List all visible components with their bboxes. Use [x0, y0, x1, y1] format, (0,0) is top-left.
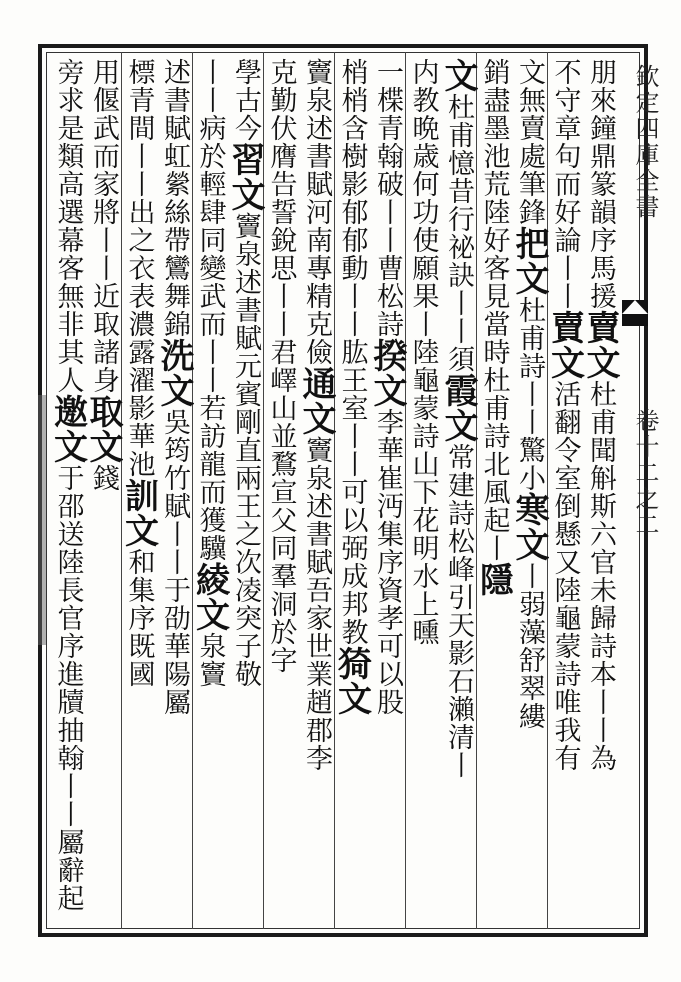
headword: 寒文 [509, 492, 549, 562]
volume-label: 卷十二之二 [631, 408, 659, 538]
text-column [264, 58, 298, 924]
headword: 賣文 [580, 310, 620, 380]
headword: 隱 [473, 562, 514, 597]
column-text: 文無賣處筆鋒 [514, 58, 545, 226]
text-column [544, 58, 585, 924]
column-text: 竇泉述書賦元賓剛直兩王之次凌突子敬 [230, 212, 261, 688]
headword: 把文 [509, 226, 549, 296]
column-text: 君嶧山並鶩宣父同羣洞於字 [265, 338, 297, 674]
column-text: 内教晩歳何功使願果 [407, 58, 439, 310]
column-text: 泉竇 [194, 632, 226, 688]
column-text: 標青間丨丨出之衣表 [123, 58, 155, 310]
column-text: 陸好客見當時 [478, 198, 510, 366]
column-text: 杜甫聞斛斯六官未歸詩本丨丨為 [585, 380, 616, 772]
text-column [438, 58, 478, 924]
column-text: 常建詩松峰引天影石瀨清丨 [443, 443, 474, 779]
headword: 霞文 [438, 373, 478, 443]
page-edge-shadow [38, 395, 46, 645]
text-column [118, 58, 159, 924]
text-column [331, 58, 372, 924]
headword: 猗文 [331, 646, 372, 716]
column-text: 吳筠竹賦丨丨于劭華陽屬 [159, 408, 190, 716]
text-column [225, 58, 265, 924]
text-column [473, 58, 514, 924]
headword: 習文 [225, 142, 265, 212]
column-text: 丨陸龜蒙詩山下花明水上曛 [407, 310, 439, 646]
column-text: 竇泉述書賦河南專精克儉 [301, 58, 332, 366]
column-text: 肱王室丨丨可以弼成邦教 [336, 338, 368, 646]
column-text: 丨丨 [194, 58, 226, 114]
fish-tail-notch [622, 300, 648, 314]
column-text: 銷盡墨池荒 [478, 58, 510, 198]
column-text: 克勤伏膺告誓銳思丨丨 [265, 58, 297, 338]
column-text: 活翻令室倒懸又陸龜蒙詩唯我有 [549, 380, 581, 772]
column-text: 丨弱藻舒翠縷 [514, 562, 545, 730]
text-column [47, 58, 88, 924]
column-text: 錢 [88, 464, 119, 492]
column-text: 學古今 [230, 58, 261, 142]
column-text: 不守章句而好論丨丨 [549, 58, 581, 310]
text-column [189, 58, 230, 924]
text-column [154, 58, 194, 924]
column-text: 杜甫詩丨丨驚小 [514, 296, 545, 492]
headword: 綾文 [189, 562, 230, 632]
column-text: 和集序既國 [123, 548, 155, 688]
headword: 洗文 [154, 338, 194, 408]
column-text: 竇泉述書賦吾家世業趙郡李 [301, 436, 332, 772]
text-column [509, 58, 549, 924]
headword: 訓文 [118, 478, 159, 548]
column-text: 用偃武而家將丨丨近取諸身 [88, 58, 119, 394]
text-column [406, 58, 440, 924]
headword: 邀文 [47, 394, 88, 464]
column-text: 杜甫憶昔行祕訣丨丨須 [443, 93, 474, 373]
headword: 賣文 [544, 310, 585, 380]
text-column [296, 58, 336, 924]
column-text: 述書賦虹縈絲帶鸞舞錦 [159, 58, 190, 338]
text-column [83, 58, 123, 924]
book-title: 欽定四庫全書 [631, 64, 659, 220]
headword: 揆文 [367, 338, 407, 408]
headword: 取文 [83, 394, 123, 464]
column-text: 牘抽翰丨丨屬辭 [52, 688, 84, 884]
column-text: 梢梢含樹影郁郁動丨丨 [336, 58, 368, 338]
column-text: 起 [52, 884, 84, 912]
headword: 文 [438, 58, 478, 93]
column-text: 病於輕肆同變武而丨丨若訪龍而獲驥 [194, 114, 226, 562]
headword: 通文 [296, 366, 336, 436]
column-text: 旁求是類高選幕客無非其人 [52, 58, 84, 394]
column-text: 濃露濯影華池 [123, 310, 155, 478]
column-text: 杜甫詩北風起丨 [478, 366, 510, 562]
column-text: 朋來鐘鼎篆韻序馬援 [585, 58, 616, 310]
column-text: 于邵送陸長官序進 [52, 464, 84, 688]
text-column [580, 58, 620, 924]
column-text: 一楪青翰破丨丨曹松詩 [372, 58, 403, 338]
text-column [367, 58, 407, 924]
column-text: 李華崔沔集序資孝可以股 [372, 408, 403, 716]
